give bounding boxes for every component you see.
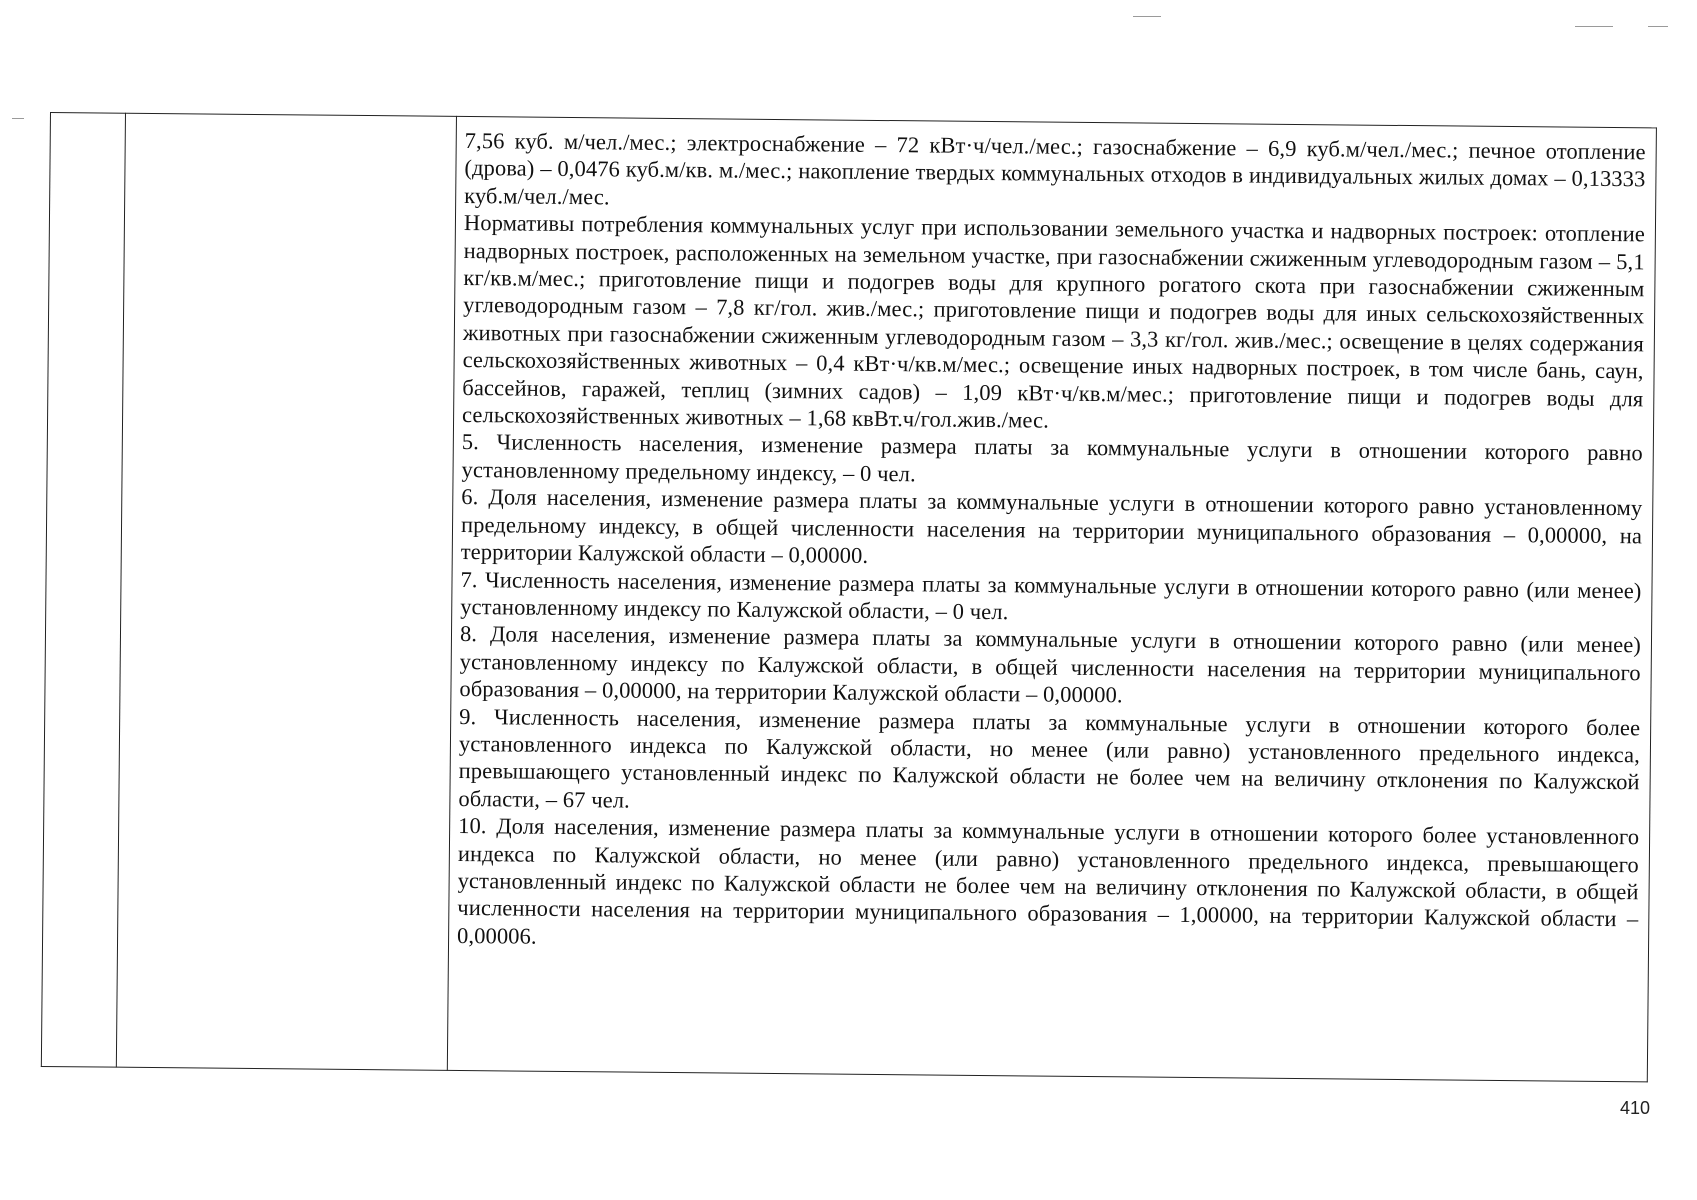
paragraph-item-8: 8. Доля населения, изменение размера платы за коммунальные услуги в отношении которого равно (или менее) установленному индексу по Калужской области, в общей численности населения на территории муниципального образования – 0,00000, на территории Калужской области – 0,00000.	[459, 621, 1642, 708]
table-cell-name	[116, 113, 456, 1070]
document-table	[41, 112, 1657, 1082]
paragraph-item-6: 6. Доля населения, изменение размера платы за коммунальные услуги в отношении которого равно установленному предельному индексу, в общей численности населения на территории муниципального образования – 0,00000, на территории Калужской области – 0,00000.	[460, 484, 1643, 568]
scan-mark	[1133, 16, 1161, 17]
paragraph-land-plot-standards: Нормативы потребления коммунальных услуг при использовании земельного участка и надворных построек: отопление надворных построек, расположенных на земельном участке, при газоснабжении сжиженным углеводородным газом – 5,1 кг/кв.м/мес.; приготовление пищи и подогрев воды для крупного рогатого скота при газоснабжении сжиженным углеводородным газом – 7,8 кг/гол. жив./мес.; приготовление пищи и подогрев воды для иных сельскохозяйственных животных при газоснабжении сжиженным углеводородным газом – 3,3 кг/гол. жив./мес.; освещение в целях содержания сельскохозяйственных животных – 0,4 кВт·ч/кв.м/мес.; освещение иных надворных построек, в том числе бань, саун, бассейнов, гаражей, теплиц (зимних садов) – 1,09 кВт·ч/кв.м/мес.; приготовление пищи и подогрев воды для сельскохозяйственных животных – 1,68 квВт.ч/гол.жив./мес.	[461, 210, 1646, 433]
page-number: 410	[1620, 1098, 1651, 1118]
scan-mark	[12, 118, 24, 119]
paragraph-item-7: 7. Численность населения, изменение размера платы за коммунальные услуги в отношении которого равно (или менее) установленному индексу по Калужской области, – 0 чел.	[460, 566, 1642, 625]
paragraph-standards-continuation: 7,56 куб. м/чел./мес.; электроснабжение – 72 кВт·ч/чел./мес.; газоснабжение – 6,9 куб.м/чел./мес.; печное отопление (дрова) – 0,0476 куб.м/кв. м./мес.; накопление твердых коммунальных отходов в индивидуальных жилых домах – 0,13333 куб.м/чел./мес.	[464, 127, 1646, 210]
paragraph-item-5: 5. Численность населения, изменение размера платы за коммунальные услуги в отношении которого равно установленному предельному индексу, – 0 чел.	[461, 429, 1643, 487]
paragraph-item-9: 9. Численность населения, изменение размера платы за коммунальные услуги в отношении которого более установленного индекса по Калужской области, но менее (или равно) установленного предельного индекса, превышающего установленный индекс по Калужской области не более чем на величину отклонения по Калужской области, – 67 чел.	[458, 703, 1641, 813]
scan-mark	[1648, 26, 1668, 27]
table-cell-content	[447, 116, 1656, 1081]
paragraph-item-10: 10. Доля населения, изменение размера платы за коммунальные услуги в отношении которого более установленного индекса по Калужской области, но менее (или равно) установленного предельного индекса, превышающего установленный индекс по Калужской области не более чем на величину отклонения по Калужской области, в общей численности населения на территории муниципального образования – 1,00000, на территории Калужской области – 0,00006.	[456, 813, 1640, 949]
scan-mark	[1575, 26, 1613, 27]
table-cell-number	[41, 113, 125, 1068]
table	[41, 112, 1657, 1082]
table-row	[41, 113, 1656, 1082]
